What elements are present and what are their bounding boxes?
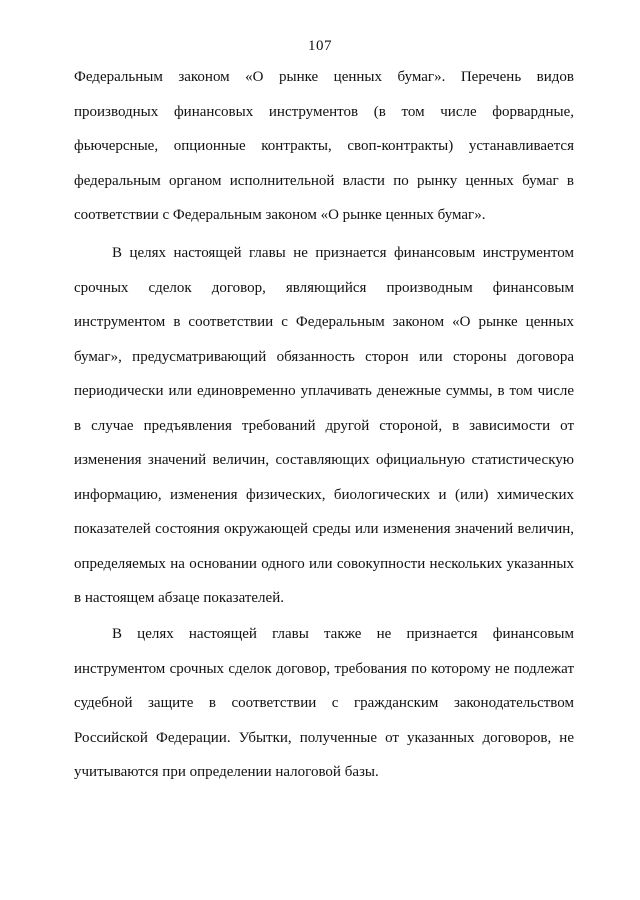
text-line: бумаг», предусматривающий обязанность сторон или стороны договора: [74, 348, 574, 365]
text-line: изменения значений величин, составляющих официальную статистическую: [74, 452, 574, 468]
text-line: в настоящем абзаце показателей.: [74, 590, 284, 606]
paragraph-2: [74, 236, 574, 616]
text-line: производных финансовых инструментов (в том числе форвардные,: [74, 103, 574, 120]
text-line: показателей состояния окружающей среды или изменения значений величин,: [74, 521, 574, 537]
text-line: В целях настоящей главы также не признается финансовым: [112, 626, 574, 642]
text-line: фьючерсные, опционные контракты, своп-контракты) устанавливается: [74, 138, 574, 154]
text-line: информацию, изменения физических, биологических и (или) химических: [74, 486, 574, 503]
paragraph-3: [74, 617, 574, 790]
text-line: Российской Федерации. Убытки, полученные от указанных договоров, не: [74, 729, 574, 746]
text-line: учитываются при определении налоговой базы.: [74, 764, 379, 780]
text-line: Федеральным законом «О рынке ценных бумаг». Перечень видов: [74, 69, 574, 85]
text-line: федеральным органом исполнительной власти по рынку ценных бумаг в: [74, 172, 574, 189]
text-line: В целях настоящей главы не признается финансовым инструментом: [112, 245, 574, 261]
page-number: 107: [308, 38, 332, 54]
text-line: соответствии с Федеральным законом «О рынке ценных бумаг».: [74, 207, 486, 223]
text-line: срочных сделок договор, являющийся производным финансовым: [74, 279, 574, 296]
text-line: в случае предъявления требований другой стороной, в зависимости от: [74, 417, 574, 434]
text-line: определяемых на основании одного или совокупности нескольких указанных: [74, 555, 574, 572]
text-line: инструментом срочных сделок договор, требования по которому не подлежат: [74, 660, 574, 677]
text-line: судебной защите в соответствии с гражданским законодательством: [74, 695, 574, 711]
paragraph-1: [74, 60, 574, 233]
text-line: инструментом в соответствии с Федеральным законом «О рынке ценных: [74, 314, 574, 330]
text-line: периодически или единовременно уплачивать денежные суммы, в том числе: [74, 383, 574, 399]
